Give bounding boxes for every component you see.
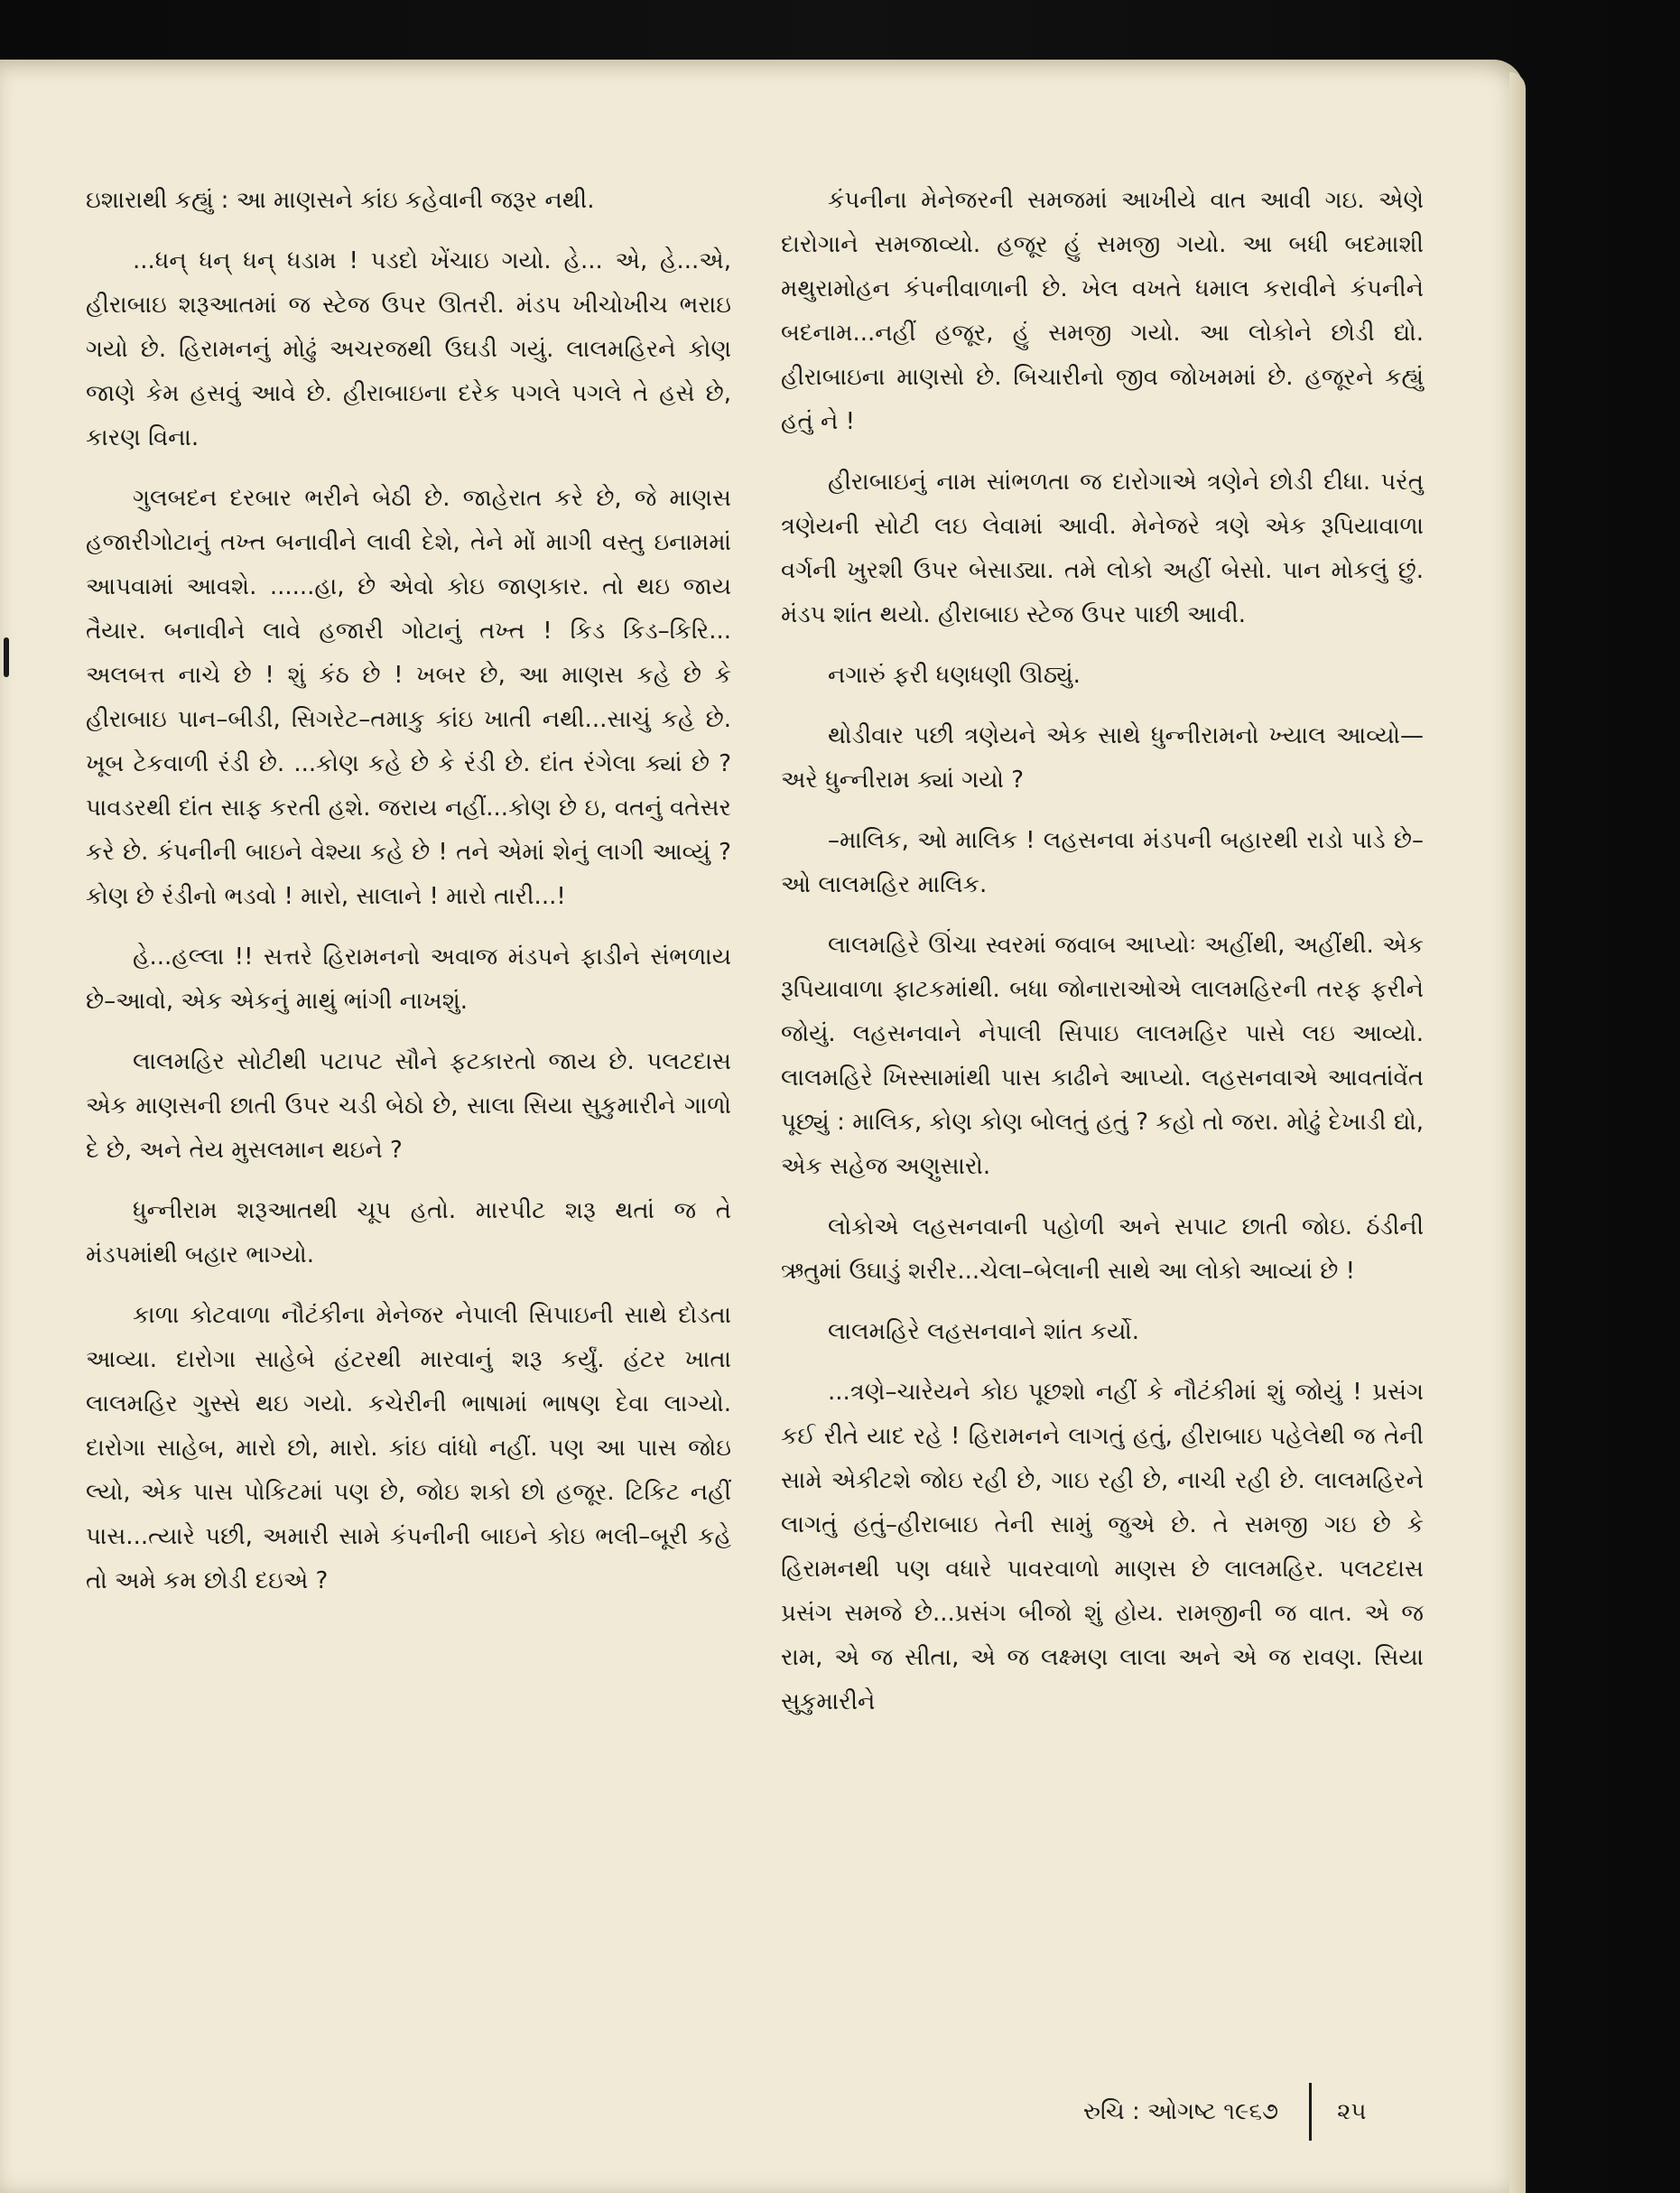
page-footer bbox=[1083, 2085, 1366, 2139]
left-paragraph-2: ...ધન્ ધન્ ધન્ ધડામ ! પડદો ખેંચાઇ ગયો. હે... એ, હે...એ, હીરાબાઇ શરૂઆતમાં જ સ્ટેજ ઉપર ઊતરી. મંડપ ખીચોખીચ ભરાઇ ગયો છે. હિરામનનું મોઢું અચરજથી ઉઘડી ગયું. લાલમહિરને કોણ જાણે કેમ હસવું આવે છે. હીરાબાઇના દરેક પગલે પગલે તે હસે છે, કારણ વિના. bbox=[86, 247, 731, 451]
right-paragraph-3: નગારું ફરી ધણધણી ઊઠ્યું. bbox=[828, 662, 1081, 689]
binding-mark bbox=[4, 637, 9, 677]
right-paragraph-4: થોડીવાર પછી ત્રણેયને એક સાથે ધુન્નીરામનો ખ્યાલ આવ્યો—અરે ધુન્નીરામ ક્યાં ગયો ? bbox=[781, 722, 1424, 794]
page-edge-shadow bbox=[1509, 72, 1526, 2193]
right-paragraph-9: ...ત્રણે–ચારેયને કોઇ પૂછશો નહીં કે નૌટંકીમાં શું જોયું ! પ્રસંગ કઈ રીતે યાદ રહે ! હિરામનને લાગતું હતું, હીરાબાઇ પહેલેથી જ તેની સામે એકીટશે જોઇ રહી છે, ગાઇ રહી છે, નાચી રહી છે. લાલમહિરને લાગતું હતું–હીરાબાઇ તેની સામું જુએ છે. તે સમજી ગઇ છે કે હિરામનથી પણ વધારે પાવરવાળો માણસ છે લાલમહિર. પલટદાસ પ્રસંગ સમજે છે...પ્રસંગ બીજો શું હોય. રામજીની જ વાત. એ જ રામ, એ જ સીતા, એ જ લક્ષ્મણ લાલા અને એ જ રાવણ. સિયા સુકુમારીને bbox=[781, 1379, 1424, 1715]
right-paragraph-7: લોકોએ લહસનવાની પહોળી અને સપાટ છાતી જોઇ. ઠંડીની ઋતુમાં ઉઘાડું શરીર...ચેલા–બેલાની સાથે આ લોકો આવ્યાં છે ! bbox=[781, 1213, 1424, 1285]
right-paragraph-8: લાલમહિરે લહસનવાને શાંત કર્યો. bbox=[828, 1318, 1139, 1345]
right-paragraph-5: –માલિક, ઓ માલિક ! લહસનવા મંડપની બહારથી રાડો પાડે છે– ઓ લાલમહિર માલિક. bbox=[781, 827, 1424, 898]
left-paragraph-4: હે...હલ્લા !! સત્તરે હિરામનનો અવાજ મંડપને ફાડીને સંભળાય છે–આવો, એક એકનું માથું ભાંગી નાખશું. bbox=[86, 943, 731, 1015]
page-number: ૨૫ bbox=[1337, 2097, 1367, 2125]
left-paragraph-5: લાલમહિર સોટીથી પટાપટ સૌને ફટકારતો જાય છે. પલટદાસ એક માણસની છાતી ઉપર ચડી બેઠો છે, સાલા સિયા સુકુમારીને ગાળો દે છે, અને તેય મુસલમાન થઇને ? bbox=[86, 1048, 731, 1164]
right-paragraph-2: હીરાબાઇનું નામ સાંભળતા જ દારોગાએ ત્રણેને છોડી દીધા. પરંતુ ત્રણેયની સોટી લઇ લેવામાં આવી. મેનેજરે ત્રણે એક રૂપિયાવાળા વર્ગની ખુરશી ઉપર બેસાડ્યા. તમે લોકો અહીં બેસો. પાન મોકલું છું. મંડપ શાંત થયો. હીરાબાઇ સ્ટેજ ઉપર પાછી આવી. bbox=[781, 469, 1424, 628]
publication-info: રુચિ : ઓગષ્ટ ૧૯૬૭ bbox=[1083, 2097, 1279, 2125]
left-paragraph-3: ગુલબદન દરબાર ભરીને બેઠી છે. જાહેરાત કરે છે, જે માણસ હજારીગોટાનું તખ્ત બનાવીને લાવી દેશે, તેને મોં માગી વસ્તુ ઇનામમાં આપવામાં આવશે. ......હા, છે એવો કોઇ જાણકાર. તો થઇ જાય તૈયાર. બનાવીને લાવે હજારી ગોટાનું તખ્ત ! કિડ કિડ–કિરિ... અલબત્ત નાચે છે ! શું કંઠ છે ! ખબર છે, આ માણસ કહે છે કે હીરાબાઇ પાન–બીડી, સિગરેટ–તમાકુ કાંઇ ખાતી નથી...સાચું કહે છે. ખૂબ ટેકવાળી રંડી છે. ...કોણ કહે છે કે રંડી છે. દાંત રંગેલા ક્યાં છે ? પાવડરથી દાંત સાફ કરતી હશે. જરાય નહીં...કોણ છે ઇ, વતનું વતેસર કરે છે. કંપનીની બાઇને વેશ્યા કહે છે ! તને એમાં શેનું લાગી આવ્યું ? કોણ છે રંડીનો ભડવો ! મારો, સાલાને ! મારો તારી...! bbox=[86, 485, 731, 910]
magazine-page bbox=[0, 60, 1524, 2193]
right-paragraph-1: કંપનીના મેનેજરની સમજમાં આખીયે વાત આવી ગઇ. એણે દારોગાને સમજાવ્યો. હજૂર હું સમજી ગયો. આ બધી બદમાશી મથુરામોહન કંપનીવાળાની છે. ખેલ વખતે ધમાલ કરાવીને કંપનીને બદનામ...નહીં હજૂર, હું સમજી ગયો. આ લોકોને છોડી દ્યો. હીરાબાઇના માણસો છે. બિચારીનો જીવ જોખમમાં છે. હજૂરને કહ્યું હતું ને ! bbox=[781, 187, 1424, 435]
left-paragraph-7: કાળા કોટવાળા નૌટંકીના મેનેજર નેપાલી સિપાઇની સાથે દોડતા આવ્યા. દારોગા સાહેબે હંટરથી મારવાનું શરૂ કર્યું. હંટર ખાતા લાલમહિર ગુસ્સે થઇ ગયો. કચેરીની ભાષામાં ભાષણ દેવા લાગ્યો. દારોગા સાહેબ, મારો છો, મારો. કાંઇ વાંધો નહીં. પણ આ પાસ જોઇ લ્યો, એક પાસ પોકિટમાં પણ છે, જોઇ શકો છો હજૂર. ટિકિટ નહીં પાસ...ત્યારે પછી, અમારી સામે કંપનીની બાઇને કોઇ ભલી–બૂરી કહે તો અમે કમ છોડી દઇએ ? bbox=[86, 1302, 731, 1594]
right-column bbox=[781, 179, 1424, 1741]
right-paragraph-6: લાલમહિરે ઊંચા સ્વરમાં જવાબ આપ્યોઃ અહીંથી, અહીંથી. એક રૂપિયાવાળા ફાટકમાંથી. બધા જોનારાઓએ લાલમહિરની તરફ ફરીને જોયું. લહસનવાને નેપાલી સિપાઇ લાલમહિર પાસે લઇ આવ્યો. લાલમહિરે ખિસ્સામાંથી પાસ કાઢીને આપ્યો. લહસનવાએ આવતાંવેંત પૂછ્યું : માલિક, કોણ કોણ બોલતું હતું ? કહો તો જરા. મોઢું દેખાડી દ્યો, એક સહેજ અણુસારો. bbox=[781, 932, 1424, 1180]
footer-divider bbox=[1309, 2083, 1312, 2141]
left-paragraph-1: ઇશારાથી કહ્યું : આ માણસને કાંઇ કહેવાની જરૂર નથી. bbox=[86, 187, 595, 214]
left-paragraph-6: ધુન્નીરામ શરૂઆતથી ચૂપ હતો. મારપીટ શરૂ થતાં જ તે મંડપમાંથી બહાર ભાગ્યો. bbox=[86, 1197, 731, 1268]
left-column bbox=[86, 179, 731, 1620]
